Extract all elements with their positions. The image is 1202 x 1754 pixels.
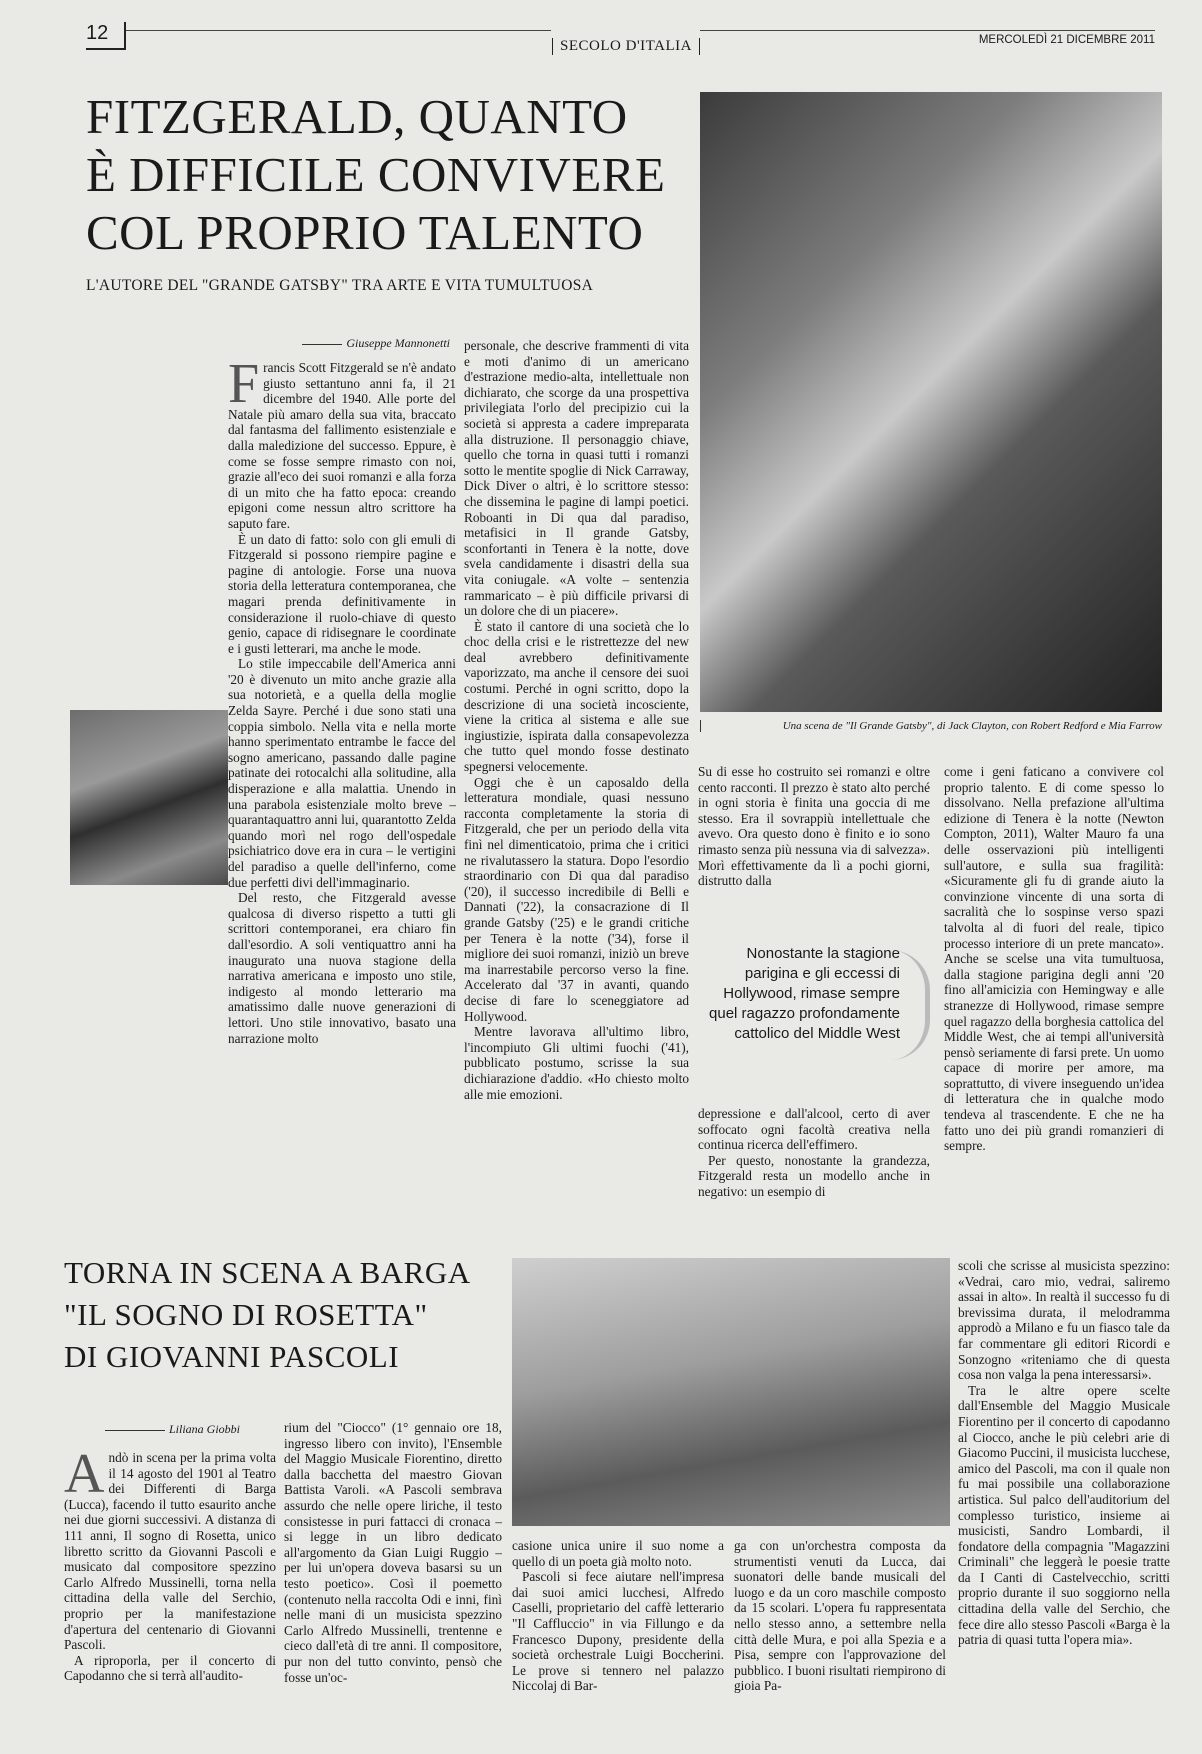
article2-col3-para-2: Pascoli si fece aiutare nell'impresa dai suoi amici lucchesi, Alfredo Caselli, proprietario del caffè letterario "Il Caffluccio" in via Fillungo e da Francesco Dupony, presidente della società orchestrale Luigi Boccherini. Le prove si tennero nel palazzo Niccolaj di Bar- <box>512 1569 724 1694</box>
article2-column-4 <box>734 1538 946 1722</box>
article1-col1-para-2: È un dato di fatto: solo con gli emuli di Fitzgerald si possono riempire pagine e pagine di antologie. Forse una nuova storia della letteratura contemporanea, che magari prenda definitivamente in considerazione il ruolo-chiave di questo genio, capace di ridisegnare le coordinate e i gusti letterari, ma anche le mode. <box>228 531 456 656</box>
article1-column-2 <box>464 338 689 1240</box>
article2-col5-para-1: scoli che scrisse al musicista spezzino: «Vedrai, caro mio, vedrai, saliremo assai in alto». In realtà il successo fu di brevissima durata, il melodramma approdò a Milano e fu un fiasco tale da far commentare gli editori Ricordi e Sonzogno «riteniamo che di questa cosa non valga la pena interessarsi». <box>958 1258 1170 1383</box>
byline-name: Liliana Giobbi <box>168 1422 240 1436</box>
byline-rule <box>302 344 342 345</box>
article2-title-line-1: TORNA IN SCENA A BARGA <box>64 1255 471 1290</box>
header-rule-left <box>126 30 551 31</box>
dropcap: F <box>228 360 260 415</box>
article1-col2-para-2: È stato il cantore di una società che lo choc della crisi e le ristrettezze del new deal avrebbero definitivamente vaporizzato, ma anche il censore dei suoi costumi. Perché in ogni scritto, dopo la descrizione di una società incosciente, viene la critica al sistema e alle sue ingiustizie, ispirata dalla consapevolezza che tutto quel mondo fosse destinato spegnersi velocemente. <box>464 618 689 775</box>
article1-column-1 <box>228 360 456 1240</box>
article1-title <box>86 88 706 262</box>
article1-col4-para-1: come i geni faticano a convivere col proprio talento. E di come spesso lo dissolvano. Nella prefazione all'ultima edizione di Tenera è la notte (Newton Compton, 2011), Walter Mauro fa una delle osservazioni più intelligenti sull'autore, e sulla sua fragilità: «Sicuramente gli fu di grande aiuto la convinzione vincente di una sorta di sacralità che lo sospinse verso spazi talvolta al di fuori del reale, tipico processo interiore di un prete mancato». Anche se scelse una vita tumultuosa, dalla stagione parigina degli anni '20 fino all'amicizia con Hemingway e alle stranezze di Hollywood, rimase sempre quel ragazzo della borghesia cattolica del Middle West, che ai tempi all'università pensò seriamente di farsi prete. Un uomo capace di morire per amore, ma soprattutto, di vivere inseguendo un'idea di letteratura che in qualche modo tendeva al trascendente. E che ne ha fatto uno dei più grandi romanzieri di sempre. <box>944 764 1164 1154</box>
article2-col1-para-1 <box>64 1450 276 1653</box>
byline-name: Giuseppe Mannonetti <box>346 336 450 350</box>
article1-col1-para-4: Del resto, che Fitzgerald avesse qualcosa di diverso rispetto a tutti gli scrittori contemporanei, era chiaro fin dall'esordio. A soli ventiquattro anni ha inaugurato una nuova stagione della narrativa americana e imposto uno stile, indigesto al mondo letterario ma amatissimo dalle nuove generazioni di lettori. Uno stile innovativo, basato una narrazione molto <box>228 890 456 1046</box>
article2-col1-para-2: A riproporla, per il concerto di Capodanno che si terrà all'audito- <box>64 1652 276 1684</box>
article1-col3-para-2: depressione e dall'alcool, certo di aver soffocato ogni facoltà creativa nella continua ricerca dell'effimero. <box>698 1106 930 1153</box>
article2-col3-para-1: casione unica unire il suo nome a quello di un poeta già molto noto. <box>512 1538 724 1569</box>
article1-title-line-1: FITZGERALD, QUANTO <box>86 89 628 144</box>
article1-col1-para-1 <box>228 360 456 532</box>
pascoli-photo <box>512 1258 950 1526</box>
article1-column-4 <box>944 764 1164 1240</box>
article1-subtitle: L'AUTORE DEL "GRANDE GATSBY" TRA ARTE E VITA TUMULTUOSA <box>86 277 594 294</box>
article2-column-3 <box>512 1538 724 1722</box>
film-still-photo <box>700 92 1162 712</box>
pull-quote: Nonostante la stagione parigina e gli eccessi di Hollywood, rimase sempre quel ragazzo profondamente cattolico del Middle West <box>709 945 900 1042</box>
dropcap: A <box>64 1450 105 1505</box>
article1-byline <box>270 336 450 351</box>
article1-col2-para-4: Mentre lavorava all'ultimo libro, l'incompiuto Gli ultimi fuochi ('41), pubblicato postumo, scrisse la sua dichiarazione d'addio. «Ho chiesto molto alle mie emozioni. <box>464 1024 689 1102</box>
article2-col5-para-2: Tra le altre opere scelte dall'Ensemble del Maggio Musicale Fiorentino per il concerto di capodanno al Ciocco, anche le più celebri arie di Giacomo Puccini, il musicista lucchese, amico del Pascoli, ma con il quale non fu mai possibile una collaborazione artistica. Sul palco dell'auditorium del complesso turistico, insieme ai musicisti, Sandro Lombardi, il fondatore della compagnia "Magazzini Criminali" che leggerà le poesie tratte da I Canti di Castelvecchio, scritti proprio durante il suo soggiorno nella cittadina della valle del Serchio, che fece dire allo stesso Pascoli «Barga è la patria di quasi tutta l'opera mia». <box>958 1382 1170 1648</box>
article2-byline <box>90 1422 240 1437</box>
byline-rule <box>105 1430 165 1431</box>
article2-title-line-3: DI GIOVANNI PASCOLI <box>64 1339 400 1374</box>
header-rule-right <box>700 30 1155 31</box>
pull-quote-arc <box>890 950 930 1060</box>
article2-column-5 <box>958 1258 1170 1722</box>
article2-column-2 <box>284 1420 502 1722</box>
photo-caption: Una scena de "Il Grande Gatsby", di Jack Clayton, con Robert Redford e Mia Farrow <box>700 720 1162 732</box>
article1-col3-para-3: Per questo, nonostante la grandezza, Fitzgerald resta un modello anche in negativo: un esempio di <box>698 1152 930 1199</box>
masthead: SECOLO D'ITALIA <box>552 38 700 55</box>
article2-column-1 <box>64 1450 276 1722</box>
article1-col2-para-1: personale, che descrive frammenti di vita e moti d'animo di un americano d'estrazione medio-alta, intellettuale non dichiarato, che scorge da una prospettiva privilegiata l'orlo del precipizio cui la società si appresta a cadere impreparata alla distruzione. Il personaggio chiave, quello che torna in quasi tutti i romanzi sotto le mentite spoglie di Nick Carraway, Dick Diver o altri, è lo scrittore stesso: che dissemina le pagine di lampi poetici. Roboanti in Di qua dal paradiso, metafisici in Il grande Gatsby, sconfortanti in Tenera è la notte, dove svela candidamente i disastri della sua vita coniugale. «A volte – sentenzia rammaricato – è più difficile privarsi di un dolore che di un piacere». <box>464 338 689 619</box>
header-date: MERCOLEDÌ 21 DICEMBRE 2011 <box>978 34 1155 46</box>
article2-col4-para-1: ga con un'orchestra composta da strumentisti venuti da Lucca, dai suonatori delle bande musicali del luogo e da un coro maschile composto da 15 scolari. L'opera fu rappresentata nello stesso anno, a settembre nella città delle Mura, e poi alla Spezia e a Pisa, sempre con l'approvazione del pubblico. I buoni risultati riempirono di gioia Pa- <box>734 1538 946 1694</box>
article1-column-3a <box>698 764 930 940</box>
fitzgerald-portrait-photo <box>70 710 228 885</box>
article1-col3-para-1: Su di esse ho costruito sei romanzi e oltre cento racconti. Il prezzo è stato alto perché in ogni storia è finita una goccia di me stesso. Era il sovrappiù intellettuale che avevo. Ora questo dono è finito e io sono rimasto senza più nessuna via di salvezza». Morì effettivamente da lì a pochi giorni, distrutto dalla <box>698 764 930 889</box>
article1-column-3b <box>698 1106 930 1240</box>
article2-title-line-2: "IL SOGNO DI ROSETTA" <box>64 1297 428 1332</box>
article1-title-line-3: COL PROPRIO TALENTO <box>86 205 644 260</box>
article1-col1-para-1-text: rancis Scott Fitzgerald se n'è andato giusto settantuno anni fa, il 21 dicembre del 1940. Alle porte del Natale più amaro della sua vita, braccato dal fantasma del fallimento esistenziale e dalla maledizione del successo. Eppure, è come se fosse sempre rimasto con noi, grazie all'eco dei suoi romanzi e alla forza di un mito che ha fatto epoca: creando epigoni come nessun altro scrittore ha saputo fare. <box>228 360 456 531</box>
article1-col1-para-3: Lo stile impeccabile dell'America anni '20 è divenuto un mito anche grazie alla sua notorietà, e a quella della moglie Zelda Sayre. Perché i due sono stati una coppia simbolo. Nella vita e nella morte hanno sperimentato entrambe le facce del sogno americano, passando dalle pagine patinate dei rotocalchi alla solitudine, alla disperazione e alla malattia. Unendo in una parabola esistenziale molto breve – quarantaquattro anni lui, quarantotto Zelda quando morì nel rogo dell'ospedale psichiatrico dove era in cura – le vertigini del paradiso a quelle dell'inferno, come due perfetti divi dell'immaginario. <box>228 656 456 890</box>
article1-title-line-2: È DIFFICILE CONVIVERE <box>86 147 666 202</box>
article2-col2-para-1: rium del "Ciocco" (1° gennaio ore 18, ingresso libero con invito), l'Ensemble del Maggio Musicale Fiorentino, diretto dalla bacchetta del maestro Giovan Battista Varoli. «A Pascoli sembrava assurdo che nelle opere liriche, il testo consistesse in puri fattacci di cronaca – si legge in un libro dedicato all'argomento da Gian Luigi Ruggio – per lui un'opera doveva basarsi su un testo poetico». Così il poemetto (contenuto nella raccolta Odi e inni, finì nelle mani di un musicista spezzino Carlo Alfredo Mussinelli, trentenne e cieco dall'età di tre anni. Il compositore, pur non del tutto convinto, pensò che fosse un'oc- <box>284 1420 502 1685</box>
article2-title <box>64 1252 504 1378</box>
article1-col2-para-3: Oggi che è un caposaldo della letteratura mondiale, quasi nessuno racconta completamente la storia di Fitzgerald, che per un periodo della vita finì nel dimenticatoio, prima che i critici ne rivalutassero la statura. Dopo l'esordio straordinario con Di qua dal paradiso ('20), il successo incredibile di Belli e Dannati ('22), la consacrazione di Il grande Gatsby ('25) e le grandi critiche per Tenera è la notte ('34), forse il migliore dei suoi romanzi, iniziò un breve ma inarrestabile percorso verso la fine. Accelerato dal '37 in avanti, quando decise di fare lo sceneggiatore ad Hollywood. <box>464 774 689 1024</box>
page-number: 12 <box>86 22 126 50</box>
article2-col1-para-1-text: ndò in scena per la prima volta il 14 agosto del 1901 al Teatro dei Differenti di Barga (Lucca), facendo il tutto esaurito anche nei due giorni successivi. A distanza di 111 anni, Il sogno di Rosetta, unico libretto scritto da Giovanni Pascoli e musicato dal compositore spezzino Carlo Alfredo Mussinelli, torna nella cittadina della valle del Serchio, proprio per la manifestazione d'apertura del centenario di Giovanni Pascoli. <box>64 1450 276 1653</box>
